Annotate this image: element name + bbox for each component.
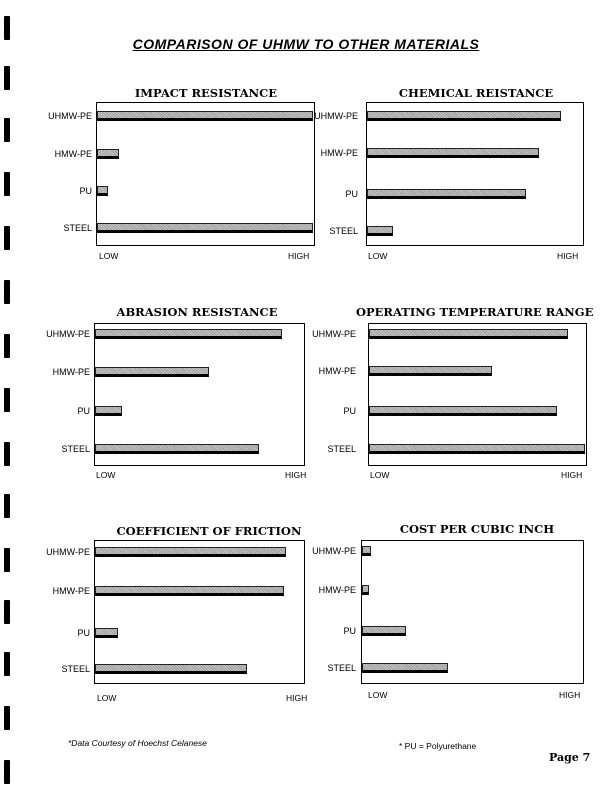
- bar: [367, 111, 561, 121]
- category-label: HMW-PE: [320, 148, 358, 158]
- chart-title: COEFFICIENT OF FRICTION: [116, 524, 302, 538]
- binder-hole: [4, 652, 10, 676]
- category-label: STEEL: [63, 223, 92, 233]
- binder-hole: [4, 388, 10, 412]
- x-axis-low-label: LOW: [99, 251, 119, 261]
- x-axis-low-label: LOW: [96, 470, 116, 480]
- binder-hole: [4, 494, 10, 518]
- bar: [95, 367, 209, 377]
- bar: [97, 223, 313, 233]
- bar: [362, 663, 448, 673]
- x-axis-low-label: LOW: [97, 693, 117, 703]
- x-axis-high-label: HIGH: [559, 690, 581, 700]
- category-label: STEEL: [329, 226, 358, 236]
- category-label: PU: [77, 406, 90, 416]
- bar: [369, 444, 585, 454]
- binder-hole: [4, 172, 10, 196]
- bar: [97, 186, 108, 196]
- chart-title: OPERATING TEMPERATURE RANGE: [356, 305, 594, 319]
- category-label: HMW-PE: [318, 366, 356, 376]
- category-label: STEEL: [327, 663, 356, 673]
- page-title: COMPARISON OF UHMW TO OTHER MATERIALS: [132, 36, 480, 52]
- category-label: PU: [345, 189, 358, 199]
- bar: [95, 444, 259, 454]
- bar: [95, 664, 247, 674]
- chart-title: COST PER CUBIC INCH: [399, 522, 555, 536]
- bar: [367, 189, 526, 199]
- category-label: HMW-PE: [318, 585, 356, 595]
- category-label: HMW-PE: [52, 367, 90, 377]
- category-label: STEEL: [327, 444, 356, 454]
- category-label: STEEL: [61, 444, 90, 454]
- bar: [362, 546, 371, 556]
- x-axis-high-label: HIGH: [285, 470, 307, 480]
- chart-title: ABRASION RESISTANCE: [116, 305, 278, 319]
- category-label: UHMW-PE: [312, 329, 356, 339]
- x-axis-high-label: HIGH: [557, 251, 579, 261]
- binder-hole: [4, 66, 10, 90]
- category-label: PU: [343, 406, 356, 416]
- x-axis-high-label: HIGH: [288, 251, 310, 261]
- x-axis-high-label: HIGH: [286, 693, 308, 703]
- category-label: PU: [79, 186, 92, 196]
- x-axis-high-label: HIGH: [561, 470, 583, 480]
- x-axis-low-label: LOW: [370, 470, 390, 480]
- binder-hole: [4, 118, 10, 142]
- binder-hole: [4, 706, 10, 730]
- chart-title: CHEMICAL REISTANCE: [398, 86, 554, 100]
- bar: [95, 329, 282, 339]
- bar: [97, 111, 313, 121]
- bar: [367, 226, 393, 236]
- binder-holes: [0, 0, 14, 794]
- bar: [95, 628, 118, 638]
- bar: [95, 547, 286, 557]
- pu-definition-note: * PU = Polyurethane: [399, 741, 477, 751]
- binder-hole: [4, 760, 10, 784]
- category-label: PU: [343, 626, 356, 636]
- chart-plot-area: [94, 540, 305, 684]
- data-courtesy-note: *Data Courtesy of Hoechst Celanese: [68, 738, 207, 748]
- bar: [362, 585, 369, 595]
- category-label: UHMW-PE: [46, 547, 90, 557]
- bar: [369, 366, 492, 376]
- category-label: STEEL: [61, 664, 90, 674]
- bar: [369, 329, 568, 339]
- binder-hole: [4, 280, 10, 304]
- binder-hole: [4, 442, 10, 466]
- bar: [367, 148, 539, 158]
- category-label: UHMW-PE: [48, 111, 92, 121]
- bar: [95, 586, 284, 596]
- x-axis-low-label: LOW: [368, 251, 388, 261]
- bar: [369, 406, 557, 416]
- category-label: UHMW-PE: [46, 329, 90, 339]
- bar: [362, 626, 406, 636]
- category-label: PU: [77, 628, 90, 638]
- chart-title: IMPACT RESISTANCE: [134, 86, 278, 100]
- category-label: HMW-PE: [52, 586, 90, 596]
- binder-hole: [4, 600, 10, 624]
- binder-hole: [4, 226, 10, 250]
- category-label: UHMW-PE: [312, 546, 356, 556]
- bar: [97, 149, 119, 159]
- category-label: UHMW-PE: [314, 111, 358, 121]
- binder-hole: [4, 548, 10, 572]
- binder-hole: [4, 334, 10, 358]
- chart-plot-area: [366, 102, 584, 246]
- bar: [95, 406, 122, 416]
- x-axis-low-label: LOW: [368, 690, 388, 700]
- category-label: HMW-PE: [54, 149, 92, 159]
- page-number: Page 7: [549, 751, 591, 764]
